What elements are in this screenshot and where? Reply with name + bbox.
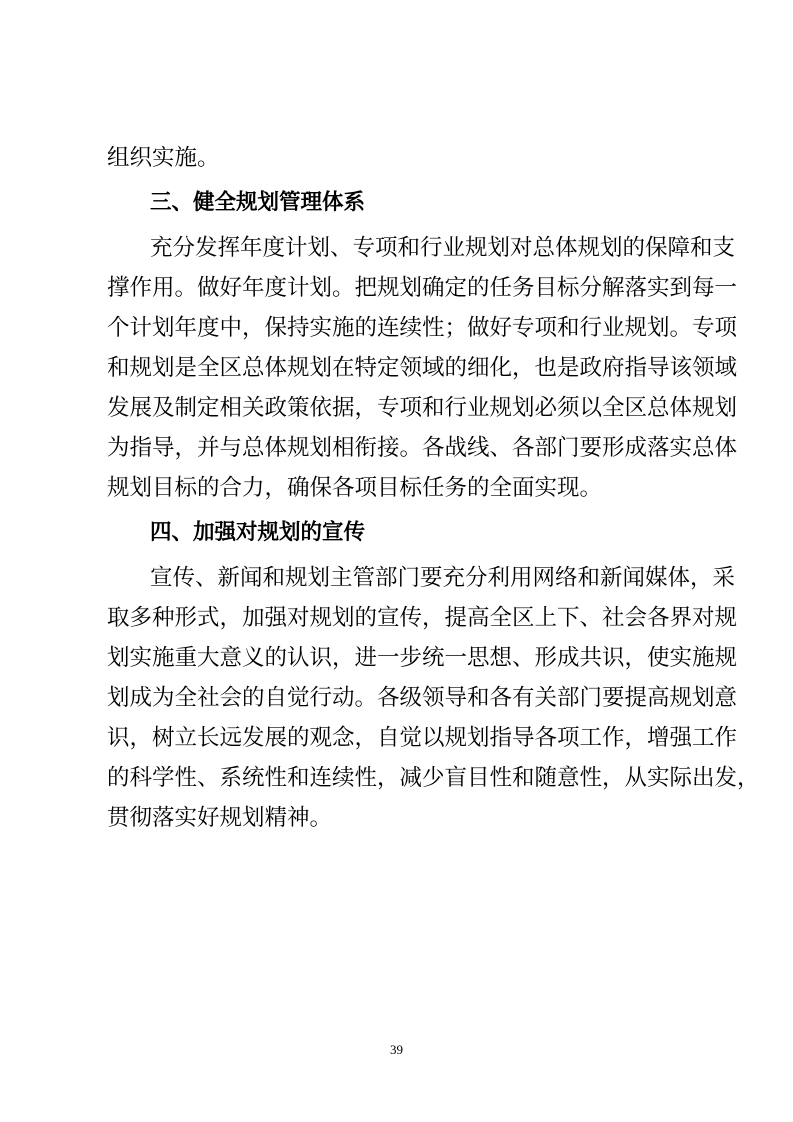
body-text-line: 组织实施。 xyxy=(107,145,220,171)
body-text-line: 的科学性、系统性和连续性，减少盲目性和随意性，从实际出发， xyxy=(107,765,760,791)
section-heading-4: 四、加强对规划的宣传 xyxy=(150,520,366,545)
body-text-line: 个计划年度中，保持实施的连续性；做好专项和行业规划。专项 xyxy=(107,315,738,341)
body-text-line: 划实施重大意义的认识，进一步统一思想、形成共识，使实施规 xyxy=(107,645,738,671)
body-text-line: 和规划是全区总体规划在特定领域的细化，也是政府指导该领域 xyxy=(107,355,738,381)
body-text-line: 撑作用。做好年度计划。把规划确定的任务目标分解落实到每一 xyxy=(107,275,738,301)
body-text-line: 充分发挥年度计划、专项和行业规划对总体规划的保障和支 xyxy=(150,235,736,261)
body-text-line: 划成为全社会的自觉行动。各级领导和各有关部门要提高规划意 xyxy=(107,685,738,711)
body-text-line: 规划目标的合力，确保各项目标任务的全面实现。 xyxy=(107,475,603,501)
body-text-line: 识，树立长远发展的观念，自觉以规划指导各项工作，增强工作 xyxy=(107,725,738,751)
body-text-line: 发展及制定相关政策依据，专项和行业规划必须以全区总体规划 xyxy=(107,395,738,421)
body-text-line: 宣传、新闻和规划主管部门要充分利用网络和新闻媒体，采 xyxy=(150,565,736,591)
body-text-line: 为指导，并与总体规划相衔接。各战线、各部门要形成落实总体 xyxy=(107,435,738,461)
section-heading-3: 三、健全规划管理体系 xyxy=(150,190,366,215)
body-text-line: 贯彻落实好规划精神。 xyxy=(107,805,333,831)
body-text-line: 取多种形式，加强对规划的宣传，提高全区上下、社会各界对规 xyxy=(107,605,738,631)
page-number: 39 xyxy=(390,1042,403,1057)
